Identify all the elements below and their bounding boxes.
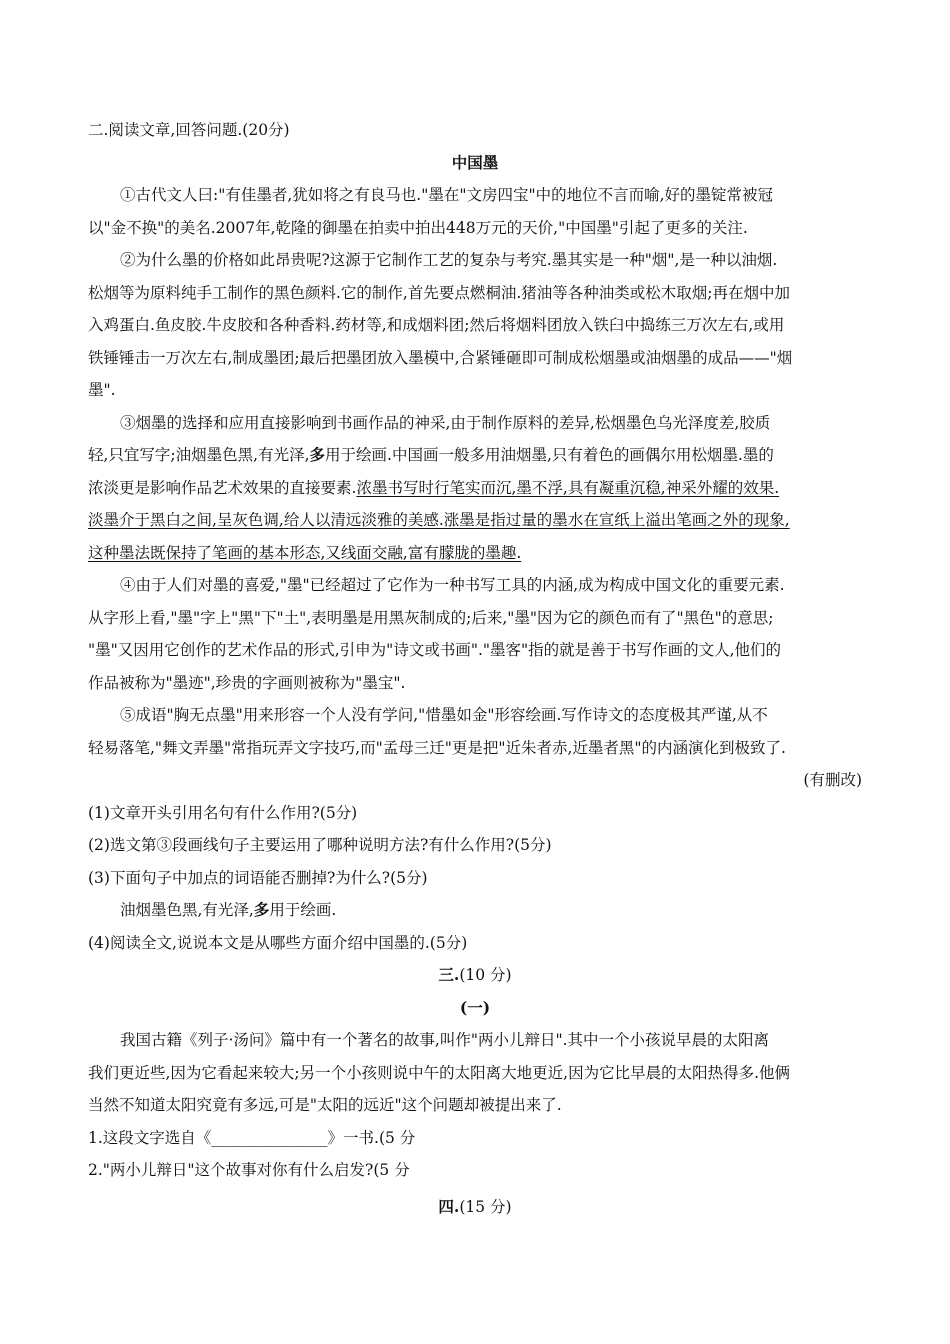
- paragraph-line: [88, 439, 862, 472]
- exam-page: [88, 114, 862, 1223]
- text-run: 用于绘画.: [269, 901, 337, 919]
- paragraph-line: 我国古籍《列子·汤问》篇中有一个著名的故事,叫作"两小儿辩日".其中一个小孩说早晨的太阳离: [120, 1031, 770, 1049]
- paragraph-line: 从字形上看,"墨"字上"黑"下"土",表明墨是用黑灰制成的;后来,"墨"因为它的颜色而有了"黑色"的意思;: [88, 608, 774, 627]
- text-run: 轻,只宜写字;油烟墨色黑,有光泽,: [88, 446, 310, 464]
- paragraph-1: [88, 179, 862, 244]
- underlined-sentence: 浓墨书写时行笔实而沉,墨不浮,具有凝重沉稳,神采外耀的效果.: [356, 478, 780, 497]
- section-number: 三.: [438, 965, 460, 984]
- question-3: (3)下面句子中加点的词语能否删掉?为什么?(5分): [88, 868, 428, 887]
- text-run: 1.这段文字选自《: [88, 1128, 212, 1147]
- section-score: (10 分): [459, 966, 512, 984]
- paragraph-line: ①古代文人曰:"有佳墨者,犹如将之有良马也."墨在"文房四宝"中的地位不言而喻,好的墨锭常被冠: [120, 186, 774, 204]
- paragraph-line: 我们更近些,因为它看起来较大;另一个小孩则说中午的太阳离大地更近,因为它比早晨的太阳热得多.他俩: [88, 1063, 791, 1082]
- paragraph-line: ③烟墨的选择和应用直接影响到书画作品的神采,由于制作原料的差异,松烟墨色乌光泽度差,胶质: [120, 413, 771, 432]
- paragraph-line: 当然不知道太阳究竟有多远,可是"太阳的远近"这个问题却被提出来了.: [88, 1096, 562, 1114]
- paragraph-line: [88, 472, 862, 505]
- paragraph-line: ④由于人们对墨的喜爱,"墨"已经超过了它作为一种书写工具的内涵,成为构成中国文化的重要元素.: [120, 576, 785, 594]
- text-run: 用于绘画.中国画一般多用油烟墨,只有着色的画偶尔用松烟墨.墨的: [325, 446, 774, 464]
- paragraph-2: [88, 244, 862, 407]
- answer-blank: _______________: [211, 1128, 328, 1147]
- paragraph-4: [88, 569, 862, 699]
- paragraph-line: "墨"又因用它创作的艺术作品的形式,引申为"诗文或书画"."墨客"指的就是善于书写作画的文人,他们的: [88, 641, 782, 659]
- question-1: (1)文章开头引用名句有什么作用?(5分): [88, 803, 358, 822]
- sub-heading: (一): [459, 997, 491, 1017]
- article-title: 中国墨: [451, 153, 499, 172]
- paragraph-line: 松烟等为原料纯手工制作的黑色颜料.它的制作,首先要点燃桐油.猪油等各种油类或松木取烟;再在烟中加: [88, 283, 791, 302]
- paragraph-line: ②为什么墨的价格如此昂贵呢?这源于它制作工艺的复杂与考究.墨其实是一种"烟",是一种以油烟.: [120, 251, 778, 269]
- section-heading: 二.阅读文章,回答问题.(20分): [88, 121, 290, 139]
- question-4: (4)阅读全文,说说本文是从哪些方面介绍中国墨的.(5分): [88, 933, 468, 952]
- section-number: 四.: [438, 1196, 460, 1216]
- paragraph-3: [88, 407, 862, 570]
- section-4-heading: [88, 1191, 862, 1224]
- text-run: 油烟墨色黑,有光泽,: [120, 901, 254, 919]
- paragraph-5: [88, 699, 862, 764]
- section-score: (15 分): [459, 1197, 512, 1216]
- paragraph-line: 入鸡蛋白.鱼皮胶.牛皮胶和各种香料.药材等,和成烟料团;然后将烟料团放入铁臼中捣练三万次左右,或用: [88, 316, 785, 334]
- paragraph-line: 作品被称为"墨迹",珍贵的字画则被称为"墨宝".: [88, 673, 406, 692]
- paragraph-line: 以"金不换"的美名.2007年,乾隆的御墨在拍卖中拍出448万元的天价,"中国墨"引起了更多的关注.: [88, 218, 748, 237]
- paragraph-line: [88, 537, 862, 570]
- paragraph-line: 铁锤锤击一万次左右,制成墨团;最后把墨团放入墨模中,合紧锤砸即可制成松烟墨或油烟墨的成品——"烟: [88, 348, 793, 367]
- question-2: (2)选文第③段画线句子主要运用了哪种说明方法?有什么作用?(5分): [88, 836, 552, 854]
- underlined-sentence: 这种墨法既保持了笔画的基本形态,又线面交融,富有朦胧的墨趣.: [88, 543, 522, 562]
- section-3-question-1: [88, 1122, 862, 1155]
- paragraph-line: ⑤成语"胸无点墨"用来形容一个人没有学问,"惜墨如金"形容绘画.写作诗文的态度极其严谨,从不: [120, 706, 768, 724]
- text-run: 浓淡更是影响作品艺术效果的直接要素.: [88, 478, 357, 497]
- section-3-question-2: 2."两小儿辩日"这个故事对你有什么启发?(5 分: [88, 1161, 410, 1179]
- paragraph-line: 墨".: [88, 381, 116, 399]
- paragraph-line: 轻易落笔,"舞文弄墨"常指玩弄文字技巧,而"孟母三迁"更是把"近朱者赤,近墨者黑"的内涵演化到极致了.: [88, 738, 786, 757]
- text-run: 》一书.(5 分: [327, 1128, 416, 1147]
- question-3-sentence: [88, 894, 862, 927]
- dotted-word: 多: [253, 900, 270, 919]
- paragraph-line: [88, 504, 862, 537]
- passage-3: [88, 1024, 862, 1122]
- source-note: (有删改): [803, 771, 862, 789]
- underlined-sentence: 淡墨介于黑白之间,呈灰色调,给人以清远淡雅的美感.涨墨是指过量的墨水在宣纸上溢出笔画之外的现象,: [88, 511, 790, 529]
- section-3-heading: [88, 959, 862, 992]
- dotted-word: 多: [309, 445, 326, 464]
